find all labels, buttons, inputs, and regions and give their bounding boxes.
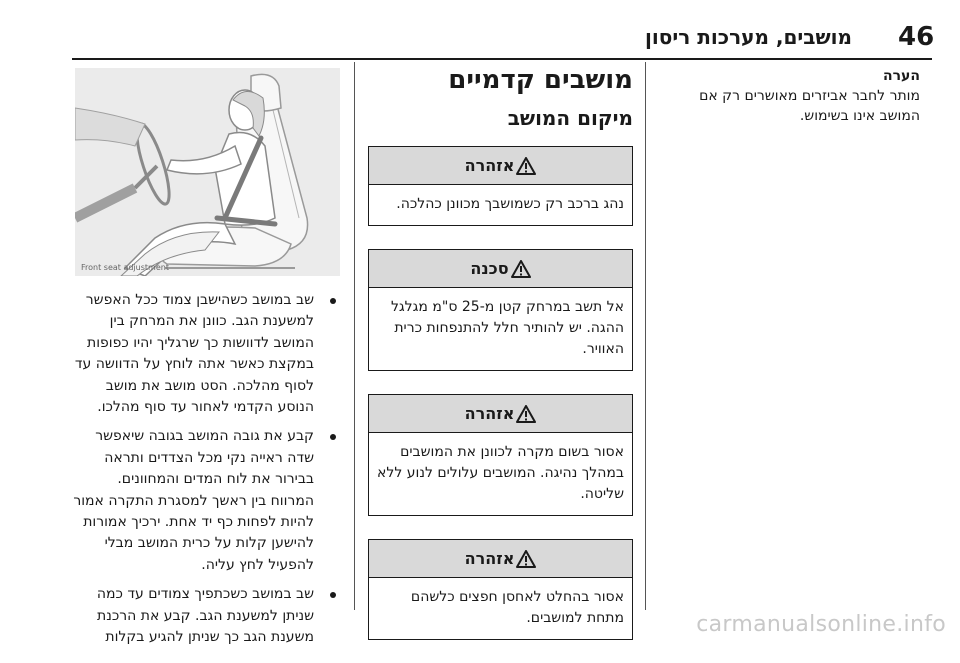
note-heading: הערה	[883, 68, 920, 84]
list-item-text: שב במושב כשהישבן צמוד ככל האפשר למשענת הגב. כוונן את המרחק בין המושב לדוושות כך שרגליך יהיו כפופות במקצת כאשר אתה לוחץ על הדוושה עד לסוף מהלכה. הסט מושב את מושב הנוסע הקדמי לאחור עד סוף מהלכו.	[74, 292, 314, 416]
list-item-text: שב במושב כשכתפיך צמודים עד כמה שניתן למשענת הגב. קבע את הרכנת משענת הגב כך שניתן להגיע בקלות	[96, 586, 314, 646]
bullet-icon	[330, 298, 336, 304]
warning-box-label: אזהרה	[464, 156, 515, 175]
warning-box	[368, 146, 633, 226]
header-rule	[72, 58, 932, 60]
page-header	[0, 0, 960, 60]
list-item-text: קבע את גובה המושב בגובה שיאפשר שדה ראייה נקי מכל הצדדים ותראה בבירור את לוח המדים והמחוונים. המרווח בין ראשך למסגרת התקרה אמור להיות לפחות כף יד אחת. ירכיך אמורות להישען קלות על כרית המושב מבלי להפעיל לחץ עליה.	[73, 428, 314, 573]
column-divider-left	[354, 62, 355, 610]
warning-box	[368, 539, 633, 640]
warning-triangle-icon	[516, 550, 536, 568]
section-title: מושבים קדמיים	[448, 65, 633, 95]
bullet-icon	[330, 434, 336, 440]
warning-box-text: נהג ברכב רק כשמושבך מכוונן כהלכה.	[396, 196, 624, 212]
list-item	[72, 426, 342, 576]
list-item	[72, 290, 342, 418]
page-number: 46	[898, 22, 935, 52]
driver-seat-drawing	[75, 68, 340, 276]
running-title: מושבים, מערכות ריסון	[645, 25, 852, 49]
adjustment-bullet-list	[72, 290, 342, 657]
warning-triangle-icon	[516, 157, 536, 175]
warning-box-header	[369, 540, 632, 578]
seat-position-illustration	[75, 68, 340, 276]
note-text: מותר לחבר אביזרים מאושרים רק אם המושב אינו בשימוש.	[699, 88, 920, 124]
warning-triangle-icon	[516, 405, 536, 423]
figure-code: Front seat adjustment	[81, 263, 169, 272]
subsection-title: מיקום המושב	[507, 106, 633, 130]
warning-triangle-icon	[511, 260, 531, 278]
warning-box-label: אזהרה	[464, 549, 515, 568]
warning-box-header	[369, 395, 632, 433]
danger-box	[368, 249, 633, 371]
warning-box	[368, 394, 633, 516]
warning-box-text: אסור בשום מקרה לכוונן את המושבים במהלך נהיגה. המושבים עלולים לנוע ללא שליטה.	[377, 444, 624, 502]
danger-box-label: סכנה	[470, 259, 509, 278]
danger-box-text: אל תשב במרחק קטן מ-25 ס"מ מגלגל ההגה. יש להותיר חלל להתנפחות כרית האוויר.	[390, 299, 624, 357]
warning-box-header	[369, 147, 632, 185]
warning-box-text: אסור בהחלט לאחסן חפצים כלשהם מתחת למושבים.	[410, 589, 624, 626]
warning-box-label: אזהרה	[464, 404, 515, 423]
note-column	[655, 68, 920, 126]
main-column	[368, 62, 633, 663]
danger-box-header	[369, 250, 632, 288]
bullet-icon	[330, 592, 336, 598]
watermark: carmanualsonline.info	[696, 612, 946, 637]
list-item	[72, 584, 342, 648]
column-divider-right	[645, 62, 646, 610]
